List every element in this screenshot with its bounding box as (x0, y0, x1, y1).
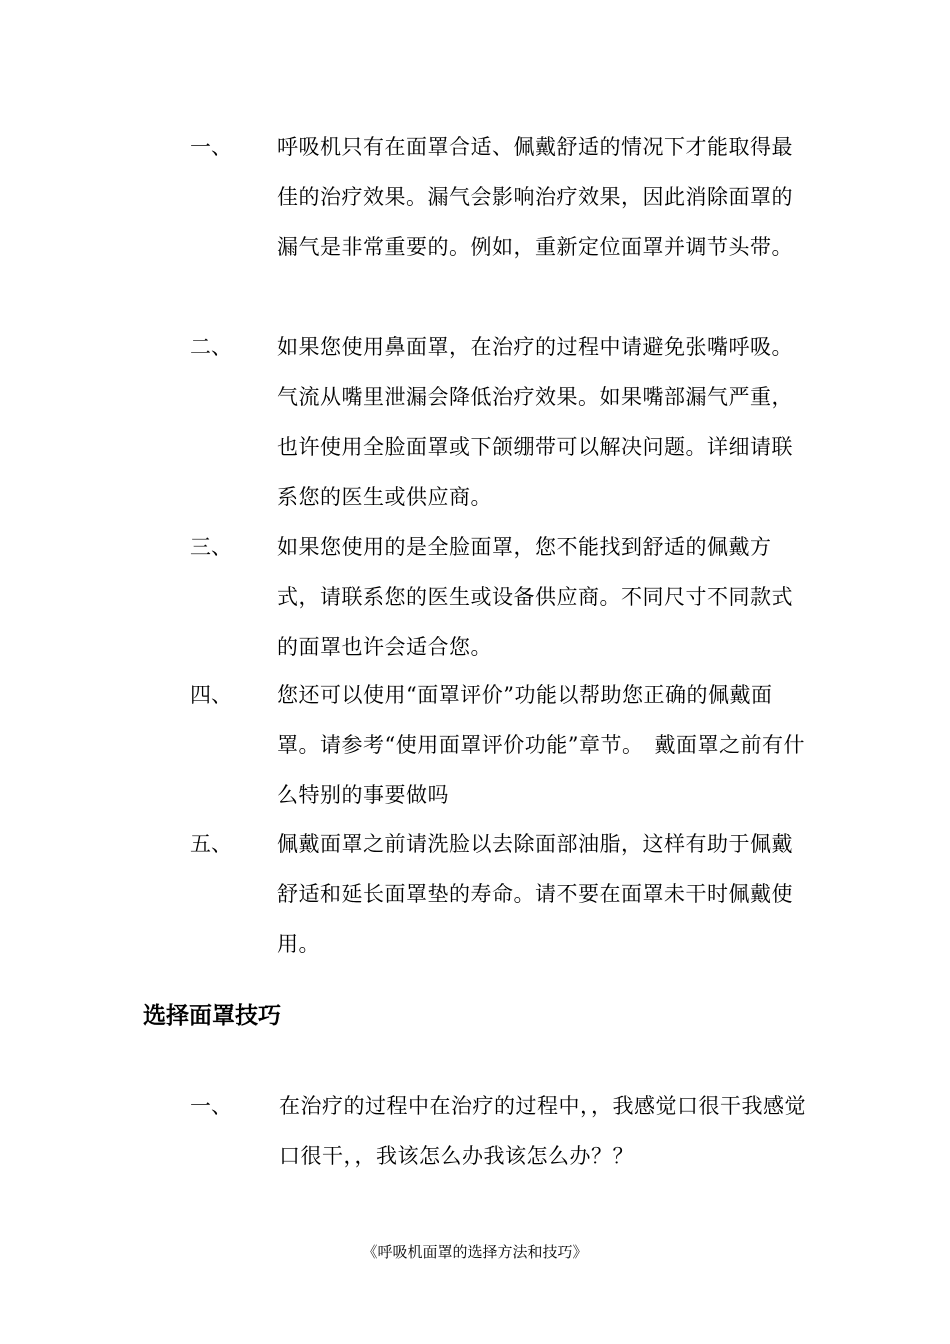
list-item-text: 佩戴面罩之前请洗脸以去除面部油脂，这样有助于佩戴舒适和延长面罩垫的寿命。请不要在面罩未干时佩戴使用。 (277, 832, 793, 956)
page-footer: 《呼吸机面罩的选择方法和技巧》 (362, 1243, 588, 1261)
list-item-text: 在治疗的过程中在治疗的过程中，，我感觉口很干我感觉口很干，，我该怎么办我该怎么办？？ (279, 1094, 806, 1168)
section-heading: 选择面罩技巧 (143, 1003, 281, 1029)
list-item-number: 三、 (190, 535, 232, 559)
list-item-text: 呼吸机只有在面罩合适、佩戴舒适的情况下才能取得最佳的治疗效果。漏气会影响治疗效果，因此消除面罩的漏气是非常重要的。例如，重新定位面罩并调节头带。 (277, 135, 793, 259)
list-item-text: 您还可以使用“面罩评价”功能以帮助您正确的佩戴面罩。请参考“使用面罩评价功能”章节。 戴面罩之前有什么特别的事要做吗 (277, 683, 805, 807)
list-item-number: 一、 (190, 135, 232, 159)
list-item-text: 如果您使用的是全脸面罩，您不能找到舒适的佩戴方式，请联系您的医生或设备供应商。不同尺寸不同款式的面罩也许会适合您。 (277, 535, 793, 659)
list-item-number: 二、 (190, 335, 232, 359)
list-item-text: 如果您使用鼻面罩，在治疗的过程中请避免张嘴呼吸。气流从嘴里泄漏会降低治疗效果。如果嘴部漏气严重，也许使用全脸面罩或下颌绷带可以解决问题。详细请联系您的医生或供应商。 (277, 335, 793, 509)
list-item-number: 一、 (190, 1094, 232, 1118)
list-item-number: 五、 (190, 832, 232, 856)
list-item-number: 四、 (190, 683, 232, 707)
